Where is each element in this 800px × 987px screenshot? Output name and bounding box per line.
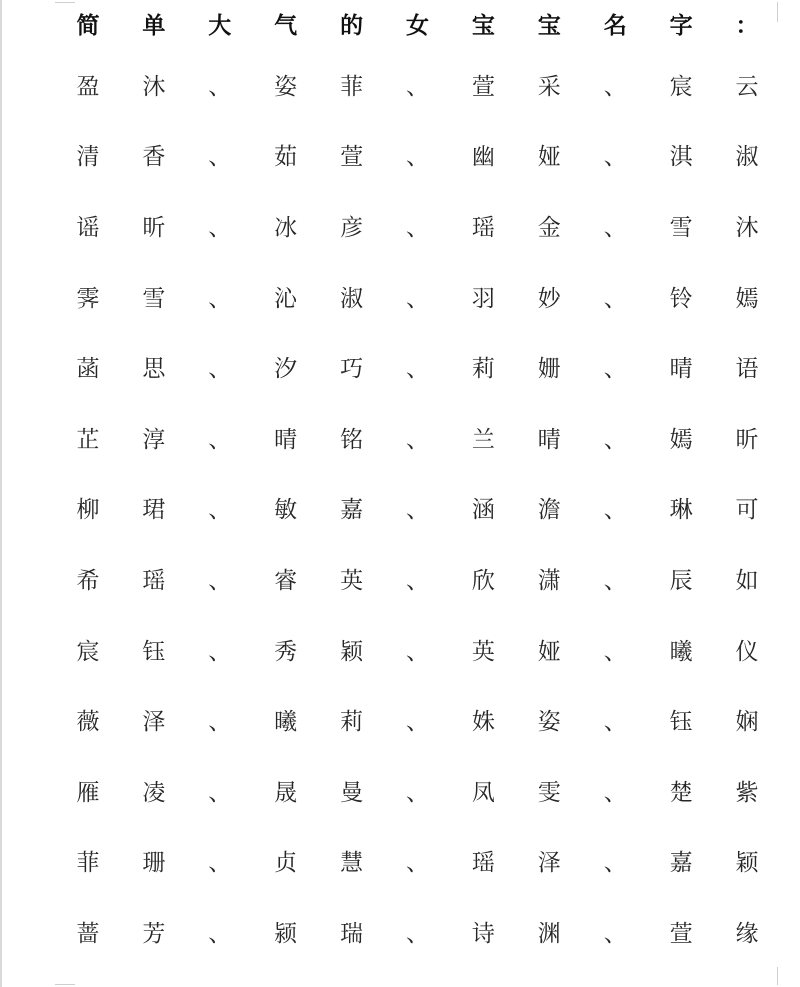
name-char: 晴 — [669, 356, 693, 383]
separator-char: 、 — [603, 497, 627, 524]
name-char: 芷 — [76, 426, 100, 453]
name-char: 欣 — [471, 567, 495, 594]
name-char: 羽 — [471, 285, 495, 312]
name-char: 金 — [537, 214, 561, 241]
name-char: 泽 — [142, 709, 166, 736]
title-char: 女 — [405, 12, 429, 39]
name-char: 娅 — [537, 144, 561, 171]
separator-char: 、 — [603, 73, 627, 100]
name-char: 汐 — [274, 356, 298, 383]
name-char: 瑶 — [471, 214, 495, 241]
name-char: 沐 — [735, 214, 759, 241]
separator-char: 、 — [405, 356, 429, 383]
separator-char: 、 — [405, 920, 429, 947]
name-char: 瑶 — [471, 850, 495, 877]
separator-char: 、 — [603, 356, 627, 383]
title-char: 名 — [603, 12, 627, 39]
name-char: 可 — [735, 497, 759, 524]
name-char: 莉 — [471, 356, 495, 383]
name-char: 宸 — [76, 638, 100, 665]
name-char: 潇 — [537, 567, 561, 594]
name-char: 思 — [142, 356, 166, 383]
name-char: 嫣 — [735, 285, 759, 312]
name-char: 嫣 — [669, 426, 693, 453]
name-char: 瑞 — [340, 920, 364, 947]
separator-char: 、 — [208, 214, 232, 241]
name-char: 柳 — [76, 497, 100, 524]
name-char: 淑 — [340, 285, 364, 312]
name-char: 曦 — [274, 709, 298, 736]
name-char: 睿 — [274, 567, 298, 594]
separator-char: 、 — [208, 920, 232, 947]
name-char: 辰 — [669, 567, 693, 594]
name-char: 兰 — [471, 426, 495, 453]
name-row — [55, 758, 780, 829]
document-body — [55, 0, 780, 970]
separator-char: 、 — [208, 709, 232, 736]
name-char: 清 — [76, 144, 100, 171]
name-char: 语 — [735, 356, 759, 383]
name-char: 冰 — [274, 214, 298, 241]
name-char: 妙 — [537, 285, 561, 312]
separator-char: 、 — [603, 709, 627, 736]
name-char: 嘉 — [669, 850, 693, 877]
separator-char: 、 — [405, 214, 429, 241]
name-char: 茹 — [274, 144, 298, 171]
name-char: 云 — [735, 73, 759, 100]
name-char: 颖 — [340, 638, 364, 665]
separator-char: 、 — [603, 920, 627, 947]
name-char: 菡 — [76, 356, 100, 383]
name-char: 涵 — [471, 497, 495, 524]
separator-char: 、 — [208, 850, 232, 877]
name-char: 钰 — [669, 709, 693, 736]
page-left-edge — [0, 0, 2, 987]
name-row — [55, 687, 780, 758]
name-row — [55, 405, 780, 476]
document-title — [55, 0, 780, 52]
name-char: 沐 — [142, 73, 166, 100]
separator-char: 、 — [603, 144, 627, 171]
separator-char: 、 — [603, 426, 627, 453]
name-char: 萱 — [340, 144, 364, 171]
name-char: 颍 — [274, 920, 298, 947]
separator-char: 、 — [405, 144, 429, 171]
name-char: 淳 — [142, 426, 166, 453]
name-char: 铃 — [669, 285, 693, 312]
separator-char: 、 — [208, 426, 232, 453]
separator-char: 、 — [208, 779, 232, 806]
name-char: 沁 — [274, 285, 298, 312]
name-char: 娴 — [735, 709, 759, 736]
name-char: 蔷 — [76, 920, 100, 947]
name-char: 澹 — [537, 497, 561, 524]
separator-char: 、 — [405, 426, 429, 453]
name-char: 颖 — [735, 850, 759, 877]
separator-char: 、 — [208, 144, 232, 171]
name-char: 缘 — [735, 920, 759, 947]
name-char: 姿 — [274, 73, 298, 100]
name-char: 晴 — [537, 426, 561, 453]
name-char: 雪 — [142, 285, 166, 312]
name-char: 如 — [735, 567, 759, 594]
separator-char: 、 — [208, 285, 232, 312]
name-row — [55, 123, 780, 194]
name-char: 菲 — [76, 850, 100, 877]
name-char: 渊 — [537, 920, 561, 947]
title-char: 的 — [340, 12, 364, 39]
name-char: 萱 — [471, 73, 495, 100]
name-char: 珺 — [142, 497, 166, 524]
name-char: 慧 — [340, 850, 364, 877]
title-char: 宝 — [537, 12, 561, 39]
name-char: 采 — [537, 73, 561, 100]
name-char: 雪 — [669, 214, 693, 241]
name-char: 雁 — [76, 779, 100, 806]
name-char: 淇 — [669, 144, 693, 171]
name-char: 紫 — [735, 779, 759, 806]
name-char: 昕 — [735, 426, 759, 453]
name-char: 凤 — [471, 779, 495, 806]
separator-char: 、 — [405, 567, 429, 594]
title-char: 气 — [274, 12, 298, 39]
separator-char: 、 — [603, 779, 627, 806]
name-row — [55, 617, 780, 688]
name-row — [55, 899, 780, 970]
name-char: 薇 — [76, 709, 100, 736]
name-char: 钰 — [142, 638, 166, 665]
title-char: 宝 — [471, 12, 495, 39]
name-char: 姝 — [471, 709, 495, 736]
separator-char: 、 — [405, 779, 429, 806]
name-char: 铭 — [340, 426, 364, 453]
separator-char: 、 — [208, 356, 232, 383]
name-char: 霁 — [76, 285, 100, 312]
separator-char: 、 — [405, 709, 429, 736]
name-char: 谣 — [76, 214, 100, 241]
separator-char: 、 — [603, 567, 627, 594]
separator-char: 、 — [405, 73, 429, 100]
name-char: 彦 — [340, 214, 364, 241]
name-char: 芳 — [142, 920, 166, 947]
separator-char: 、 — [603, 285, 627, 312]
separator-char: 、 — [405, 497, 429, 524]
name-char: 嘉 — [340, 497, 364, 524]
name-char: 姿 — [537, 709, 561, 736]
name-row — [55, 334, 780, 405]
separator-char: 、 — [405, 638, 429, 665]
name-char: 香 — [142, 144, 166, 171]
name-char: 娅 — [537, 638, 561, 665]
name-char: 巧 — [340, 356, 364, 383]
name-char: 泽 — [537, 850, 561, 877]
name-row — [55, 829, 780, 900]
separator-char: 、 — [208, 567, 232, 594]
name-char: 晟 — [274, 779, 298, 806]
title-char: ： — [735, 12, 759, 39]
name-char: 盈 — [76, 73, 100, 100]
separator-char: 、 — [603, 214, 627, 241]
name-char: 萱 — [669, 920, 693, 947]
name-char: 幽 — [471, 144, 495, 171]
separator-char: 、 — [405, 285, 429, 312]
name-row — [55, 193, 780, 264]
name-char: 珊 — [142, 850, 166, 877]
name-char: 淑 — [735, 144, 759, 171]
name-row — [55, 264, 780, 335]
name-char: 英 — [471, 638, 495, 665]
name-char: 曦 — [669, 638, 693, 665]
name-char: 敏 — [274, 497, 298, 524]
name-char: 凌 — [142, 779, 166, 806]
name-char: 姗 — [537, 356, 561, 383]
name-char: 菲 — [340, 73, 364, 100]
name-char: 雯 — [537, 779, 561, 806]
separator-char: 、 — [208, 638, 232, 665]
name-char: 宸 — [669, 73, 693, 100]
name-row — [55, 546, 780, 617]
separator-char: 、 — [603, 850, 627, 877]
name-char: 瑶 — [142, 567, 166, 594]
separator-char: 、 — [208, 497, 232, 524]
title-char: 简 — [76, 12, 100, 39]
name-char: 秀 — [274, 638, 298, 665]
title-char: 大 — [208, 12, 232, 39]
separator-char: 、 — [405, 850, 429, 877]
name-char: 曼 — [340, 779, 364, 806]
name-char: 贞 — [274, 850, 298, 877]
name-char: 昕 — [142, 214, 166, 241]
name-char: 莉 — [340, 709, 364, 736]
name-row — [55, 476, 780, 547]
page-corner-mark — [55, 984, 75, 985]
title-char: 单 — [142, 12, 166, 39]
separator-char: 、 — [603, 638, 627, 665]
name-char: 诗 — [471, 920, 495, 947]
name-char: 仪 — [735, 638, 759, 665]
name-row — [55, 52, 780, 123]
name-char: 希 — [76, 567, 100, 594]
separator-char: 、 — [208, 73, 232, 100]
name-char: 英 — [340, 567, 364, 594]
name-char: 楚 — [669, 779, 693, 806]
title-char: 字 — [669, 12, 693, 39]
name-char: 晴 — [274, 426, 298, 453]
name-char: 琳 — [669, 497, 693, 524]
